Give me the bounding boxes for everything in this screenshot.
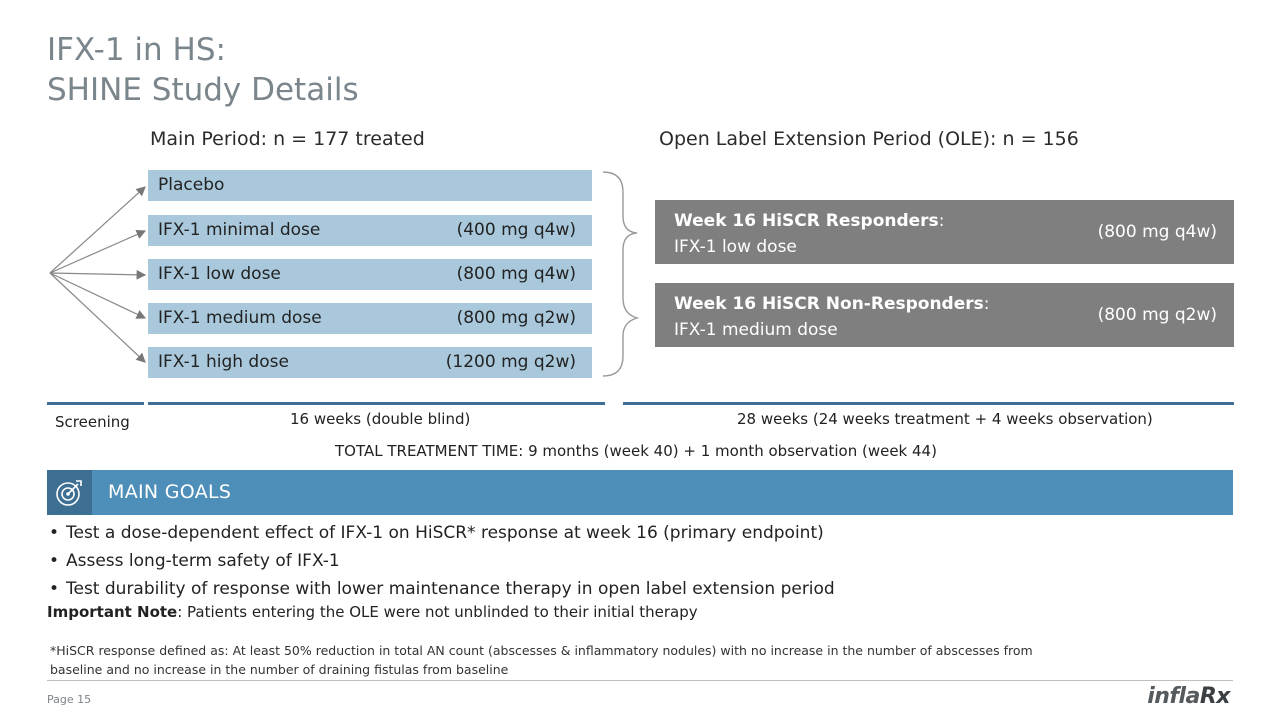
target-icon xyxy=(47,470,92,515)
timeline-ole-line xyxy=(623,402,1234,405)
timeline-screening-line xyxy=(47,402,144,405)
arm-minimal-dose xyxy=(148,215,592,246)
ole-group-dose: (800 mg q4w) xyxy=(1097,222,1217,242)
important-note xyxy=(47,603,698,621)
ole-group-sub: IFX-1 medium dose xyxy=(674,320,838,340)
arrow-high xyxy=(50,273,145,362)
page-number: Page 15 xyxy=(47,693,92,706)
arm-dose: (400 mg q4w) xyxy=(456,220,576,240)
timeline-main-line xyxy=(148,402,605,405)
logo-text-rx: Rx xyxy=(1199,684,1230,709)
slide-title-line2: SHINE Study Details xyxy=(47,72,359,108)
arm-placebo xyxy=(148,170,592,201)
arm-name: IFX-1 minimal dose xyxy=(158,220,321,240)
arm-dose: (800 mg q4w) xyxy=(456,264,576,284)
inflarx-logo xyxy=(1147,684,1230,709)
goals-icon-box xyxy=(47,470,92,515)
goal-item: • Test a dose-dependent effect of IFX-1 on HiSCR* response at week 16 (primary endpoint) xyxy=(47,519,835,547)
timeline-screening-label: Screening xyxy=(55,413,130,431)
slide-title-line1: IFX-1 in HS: xyxy=(47,32,226,68)
goals-list xyxy=(47,519,835,603)
ole-group-colon: : xyxy=(983,294,990,314)
ole-non-responders-box xyxy=(655,283,1234,347)
ole-group-sub: IFX-1 low dose xyxy=(674,237,797,257)
arm-name: IFX-1 high dose xyxy=(158,352,289,372)
arrow-placebo xyxy=(50,187,145,273)
main-period-heading: Main Period: n = 177 treated xyxy=(150,128,425,150)
logo-text-main: infla xyxy=(1147,684,1200,709)
ole-group-colon: : xyxy=(938,211,945,231)
ole-responders-box xyxy=(655,200,1234,264)
arm-dose: (800 mg q2w) xyxy=(456,308,576,328)
important-note-text: : Patients entering the OLE were not unblinded to their initial therapy xyxy=(177,603,698,621)
arrow-low xyxy=(50,273,145,275)
arrow-medium xyxy=(50,273,145,318)
arm-dose: (1200 mg q2w) xyxy=(445,352,576,372)
curly-brace xyxy=(603,172,637,376)
ole-period-heading: Open Label Extension Period (OLE): n = 156 xyxy=(659,128,1079,150)
timeline-main-label: 16 weeks (double blind) xyxy=(290,410,471,428)
ole-group-dose: (800 mg q2w) xyxy=(1097,305,1217,325)
arm-high-dose xyxy=(148,347,592,378)
timeline-ole-label: 28 weeks (24 weeks treatment + 4 weeks observation) xyxy=(737,410,1153,428)
arrow-minimal xyxy=(50,231,145,273)
goal-item: • Test durability of response with lower maintenance therapy in open label extension period xyxy=(47,575,835,603)
arm-name: Placebo xyxy=(158,175,225,195)
ole-group-heading: Week 16 HiSCR Responders xyxy=(674,211,939,231)
arm-medium-dose xyxy=(148,303,592,334)
main-goals-bar xyxy=(47,470,1233,515)
arm-low-dose xyxy=(148,259,592,290)
main-goals-title: MAIN GOALS xyxy=(108,481,232,503)
timeline-total-label: TOTAL TREATMENT TIME: 9 months (week 40) + 1 month observation (week 44) xyxy=(335,442,937,460)
ole-group-heading: Week 16 HiSCR Non-Responders xyxy=(674,294,984,314)
important-note-label: Important Note xyxy=(47,603,178,621)
arm-name: IFX-1 low dose xyxy=(158,264,281,284)
goal-item: • Assess long-term safety of IFX-1 xyxy=(47,547,835,575)
footer-divider xyxy=(47,680,1233,681)
arm-name: IFX-1 medium dose xyxy=(158,308,322,328)
hiscr-footnote: *HiSCR response defined as: At least 50% reduction in total AN count (abscesses & inflammatory nodules) with no increase in the number of abscesses from baseline and no increase in the number of draining fistulas from baseline xyxy=(50,643,1033,677)
